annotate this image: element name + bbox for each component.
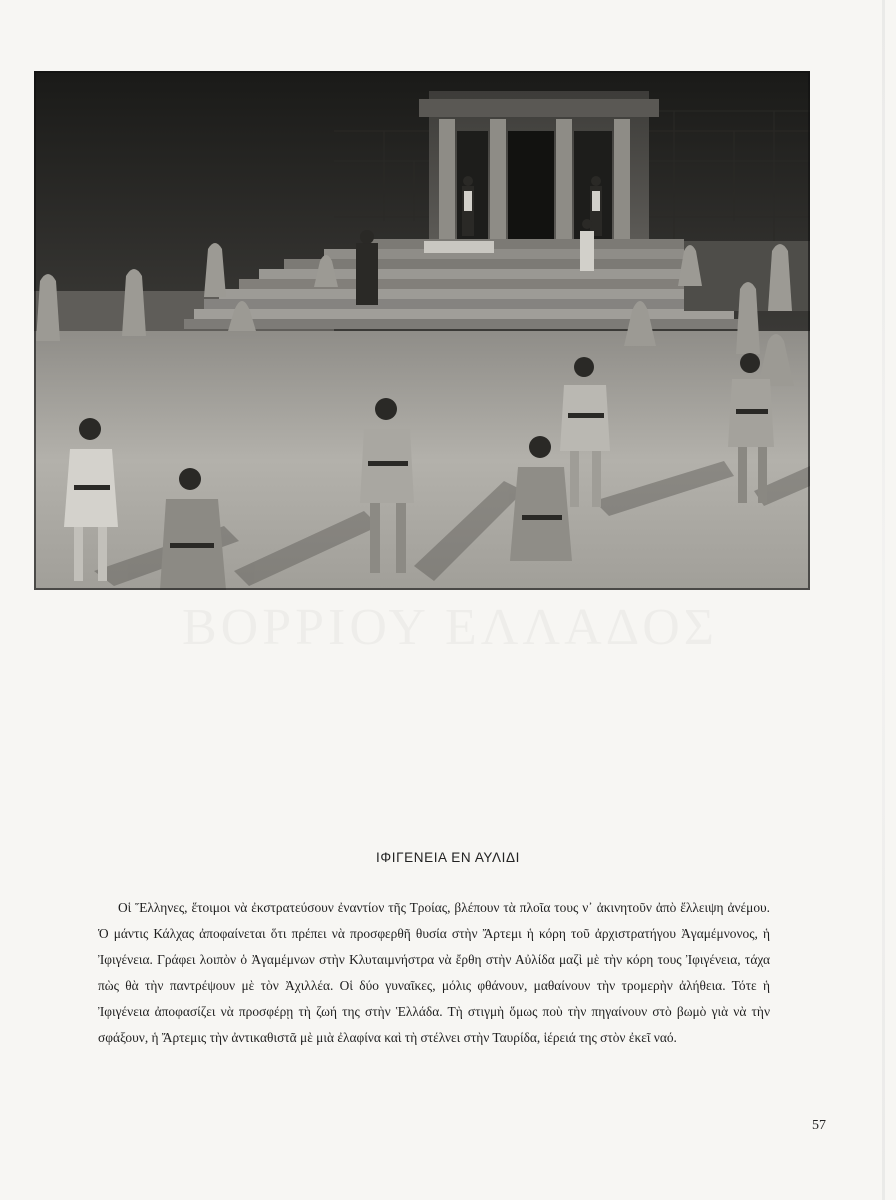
show-through-text bbox=[150, 598, 750, 657]
temple-architrave bbox=[419, 99, 659, 117]
page-edge-shadow bbox=[882, 0, 885, 1200]
altar bbox=[424, 241, 494, 253]
stage-photograph bbox=[34, 71, 810, 590]
temple-doorway bbox=[508, 131, 554, 239]
column bbox=[439, 119, 455, 239]
article-body bbox=[98, 895, 770, 1051]
page-number: 57 bbox=[812, 1118, 826, 1133]
column bbox=[614, 119, 630, 239]
stage-photo-drawing bbox=[34, 71, 810, 590]
article-paragraph: Οἱ Ἕλληνες, ἕτοιμοι νὰ ἐκστρατεύσουν ἐναντίον τῆς Τροίας, βλέπουν τὰ πλοῖα τους ν᾽ ἀκινητοῦν ἀπὸ ἔλλειψη ἀνέμου. Ὁ μάντις Κάλχας ἀποφαίνεται ὅτι πρέπει νὰ προσφερθῆ θυσία στὴν Ἄρτεμι ἡ κόρη τοῦ ἀρχιστρατήγου Ἀγαμέμνονος, ἡ Ἰφιγένεια. Γράφει λοιπὸν ὁ Ἀγαμέμνων στὴν Κλυταιμνήστρα νὰ ἔρθη στὴν Αὐλίδα μαζὶ μὲ τὴν κόρη τους Ἰφιγένεια, τάχα πὼς θὰ τὴν παντρέψουν μὲ τὸν Ἀχιλλέα. Οἱ δύο γυναῖκες, μόλις φθάνουν, μαθαίνουν τὴν τρομερὴν ἀλήθεια. Τότε ἡ Ἰφιγένεια ἀποφασίζει νὰ προσφέρῃ τὴ ζωή της στὴν Ἑλλάδα. Τὴ στιγμὴ ὅμως ποὺ τὴν πηγαίνουν στὸ βωμὸ γιὰ νὰ τὴν σφάξουν, ἡ Ἄρτεμις τὴν ἀντικαθιστᾶ μὲ μιὰ ἐλαφίνα καὶ τὴ στέλνει στὴν Ταυρίδα, ἱέρειά της στὸν ἐκεῖ ναό. bbox=[98, 900, 770, 1045]
column bbox=[490, 119, 506, 239]
column bbox=[556, 119, 572, 239]
stage-floor bbox=[34, 331, 810, 590]
article-title: ΙΦΙΓΕΝΕΙΑ ΕΝ ΑΥΛΙΔΙ bbox=[376, 850, 520, 865]
